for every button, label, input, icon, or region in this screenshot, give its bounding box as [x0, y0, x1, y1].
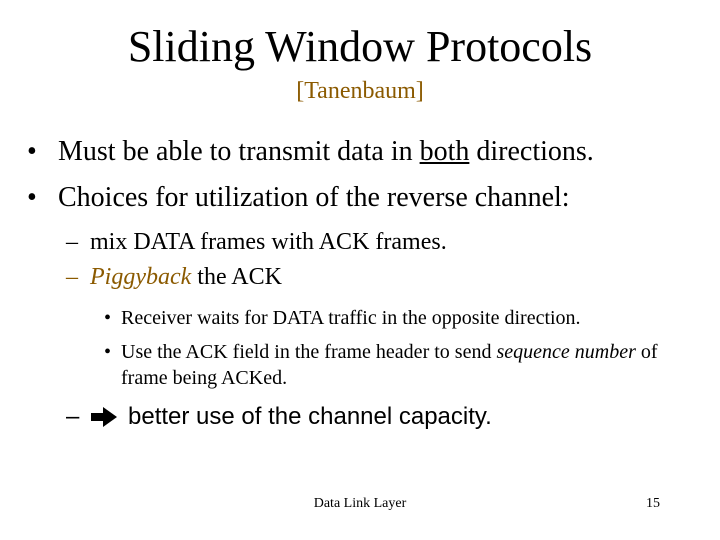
sub-bullet-marker: –	[66, 229, 78, 255]
slide-subtitle: [Tanenbaum]	[296, 78, 424, 104]
sub-bullet-text: mix DATA frames with ACK frames.	[90, 229, 447, 255]
sub-bullet-marker: –	[66, 403, 80, 430]
sub-sub-bullet-text: Receiver waits for DATA traffic in the opposite direction.	[121, 307, 581, 329]
page-number: 15	[646, 496, 660, 511]
result-text: better use of the channel capacity.	[128, 403, 492, 430]
sub-sub-bullet-text	[121, 339, 681, 391]
slide-title: Sliding Window Protocols	[127, 22, 593, 71]
sub-bullet-text	[90, 262, 282, 292]
footer-title: Data Link Layer	[313, 496, 407, 511]
sub-sub-bullet-marker: •	[104, 341, 112, 363]
bullet-text-part: directions.	[469, 136, 594, 167]
bullet-marker: •	[27, 182, 37, 213]
bullet-marker: •	[27, 136, 37, 167]
sub-bullet-text-rest: the ACK	[191, 264, 282, 290]
bullet-text	[58, 135, 594, 169]
bullet-text-part: Must be able to transmit data in	[58, 136, 420, 167]
right-arrow-icon	[90, 406, 118, 428]
piggyback-term: Piggyback	[90, 264, 192, 290]
sub-bullet-marker: –	[66, 264, 78, 290]
bullet-text: Choices for utilization of the reverse channel:	[58, 182, 570, 213]
bullet-text-underlined: both	[419, 136, 470, 167]
sub-sub-bullet-marker: •	[104, 307, 112, 329]
sequence-number-term: sequence number	[496, 341, 636, 363]
sub-sub-bullet-text-part: Use the ACK field in the frame header to send	[121, 341, 497, 363]
sub-sub-bullet-text-part: of frame being ACKed.	[121, 341, 658, 389]
